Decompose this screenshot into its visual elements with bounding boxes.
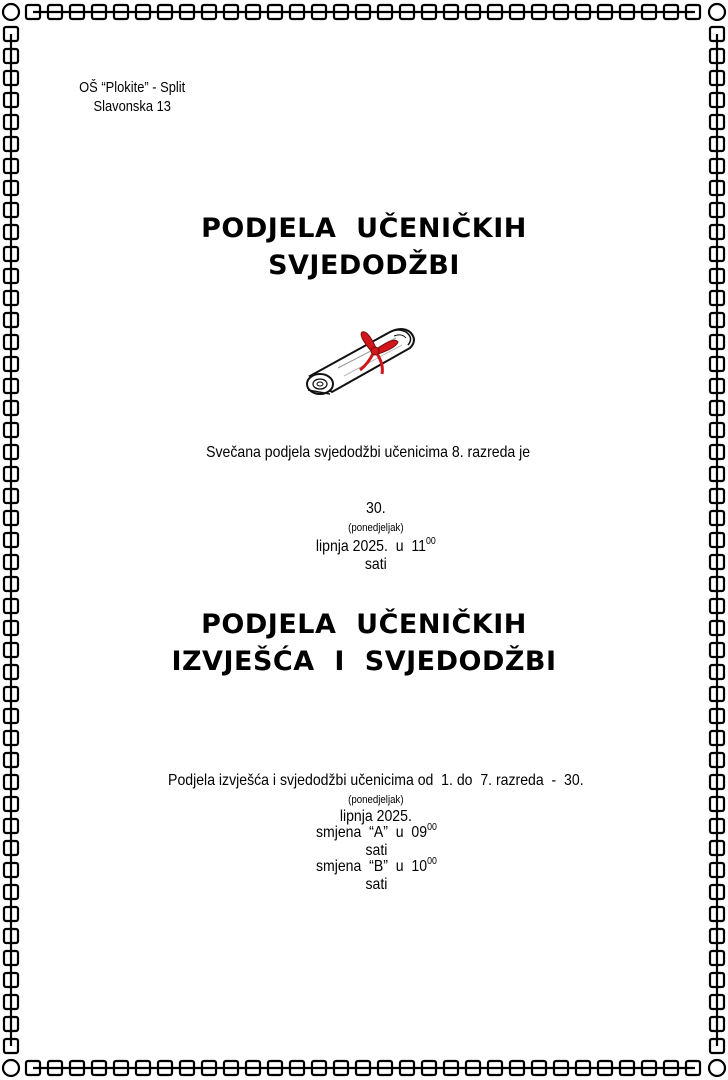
section1-date-weekday: (ponedjeljak) [348, 522, 404, 534]
shift-a-unit: sati [365, 842, 388, 859]
chain-corner [3, 4, 19, 20]
section2-heading [0, 606, 728, 680]
school-header [72, 78, 192, 116]
chain-corner [709, 1060, 725, 1076]
section1-time-unit: sati [365, 556, 388, 573]
section1-date-day: 30. [366, 500, 387, 517]
chain-corner [709, 4, 725, 20]
section2-title-line2: IZVJEŠĆA I SVJEDODŽBI [171, 646, 557, 677]
section2-intro-date: lipnja 2025. [340, 808, 413, 825]
shift-a-label: smjena “A” u 09 [315, 824, 427, 841]
section1-intro-line [0, 426, 728, 462]
chain-corner [3, 1060, 19, 1076]
section1-date-rest: lipnja 2025. u 11 [316, 538, 427, 555]
shift-a-minutes: 00 [426, 822, 437, 833]
shift-b-label: smjena “B” u 10 [315, 858, 427, 875]
section2-intro-weekday: (ponedjeljak) [348, 794, 404, 806]
diploma-scroll-icon [298, 318, 428, 400]
school-name: OŠ “Plokite” - Split [79, 79, 186, 96]
section1-heading [0, 210, 728, 284]
section1-intro-text: Svečana podjela svjedodžbi učenicima 8. razreda je [206, 444, 531, 461]
section1-title-line2: SVJEDODŽBI [268, 250, 460, 281]
school-address: Slavonska 13 [93, 98, 171, 115]
shift-b-minutes: 00 [426, 856, 437, 867]
shift-b-unit: sati [365, 876, 388, 893]
section1-time-minutes: 00 [426, 536, 437, 547]
section1-title-line1: PODJELA UČENIČKIH [201, 213, 527, 244]
section2-intro-text: Podjela izvješća i svjedodžbi učenicima od 1. do 7. razreda - 30. [168, 772, 585, 789]
shift-b-line [0, 820, 728, 912]
section1-date-line [0, 464, 728, 592]
section2-title-line1: PODJELA UČENIČKIH [201, 609, 527, 640]
